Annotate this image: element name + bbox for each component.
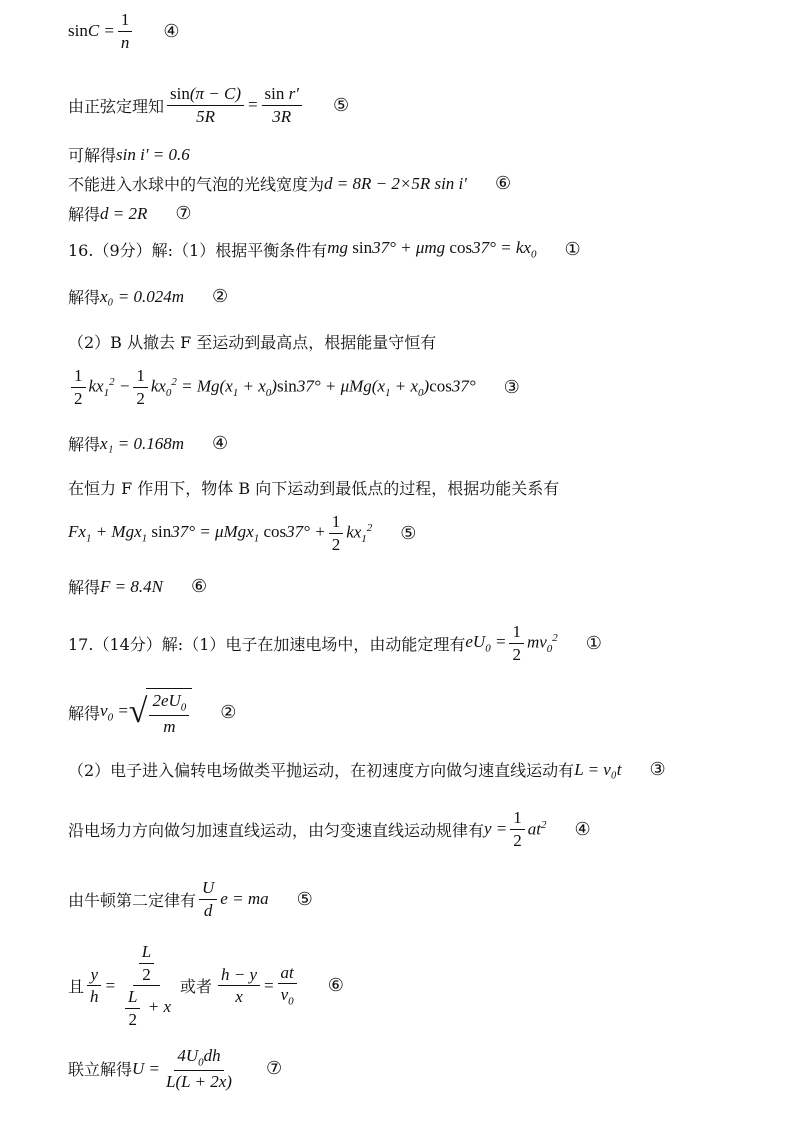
label-solve: 解得 (68, 703, 101, 723)
q16-part3: 在恒力 F 作用下，物体 B 向下运动到最低点的过程，根据功能关系有 (68, 479, 560, 498)
circled-number-1: ① (564, 239, 581, 260)
L-expression: L = v₀t (574, 759, 622, 779)
q17-newton-line: 由牛顿第二定律有 $\frac{U}{d}$ e = ma ⑤ (68, 878, 313, 920)
q17-part2: （2）电子进入偏转电场做类平抛运动，在初速度方向做匀速直线运动有 (68, 761, 575, 780)
circled-number-1: ① (585, 632, 602, 654)
circled-number-5: ⑤ (332, 94, 350, 116)
q16-energy-eq: $\frac{1}{2}$ $kx_1^2$ − $\frac{1}{2}$ $kx_0^2 = Mg(x_1 + x_0)\sin 37^\circ + \mu Mg(x_1 + x_0)\cos 37^\circ$ ③ (68, 366, 520, 408)
q17-energy: 17.（14分）解:（1）电子在加速电场中，由动能定理有 $eU_0$ = $\frac{1}{2}$ $mv_0^2$ ① (68, 622, 602, 664)
q16-heading: 16.（9分）解:（1）根据平衡条件有 (68, 241, 328, 260)
q17-newton: 由牛顿第二定律有 (68, 890, 197, 910)
eq-d-result (68, 202, 192, 225)
q17-and: 且 (68, 977, 85, 997)
q16-balance: 16.（9分）解:（1）根据平衡条件有 mg sin37° + μmg $\cos 37^\circ = kx_0$ ① (68, 238, 581, 261)
label-width: 不能进入水球中的气泡的光线宽度为 (68, 175, 325, 194)
d-result: d = 2R (100, 203, 148, 223)
d-expression: d = 8R − 2×5R sin i′ (324, 173, 467, 193)
label-solve-can: 可解得 (68, 146, 117, 165)
label-solve: 解得 (68, 205, 101, 224)
F-result: F = 8.4N (100, 576, 163, 596)
circled-number-4: ④ (574, 818, 591, 840)
q17-ratio-line: 且 $\frac{y}{h}$ = $\frac{L}{2}$ $\frac{L}{2}$ + x 或者 $\frac{h - y}{x}$ = $\frac{at}{v_0}$ ⑥ (68, 942, 344, 1029)
label-sine-law: 由正弦定理知 (68, 96, 165, 116)
eq-sinC: sinC = $\frac{1}{n}$ ④ (68, 10, 180, 52)
q17-heading: 17.（14分）解:（1）电子在加速电场中，由动能定理有 (68, 634, 466, 654)
label-solve: 解得 (68, 435, 101, 454)
circled-number-7: ⑦ (265, 1058, 283, 1080)
circled-number-4: ④ (163, 20, 180, 42)
circled-number-2: ② (220, 701, 237, 723)
q16-part3-text (68, 476, 559, 499)
x0-result: x₀ = 0.024m (100, 286, 184, 306)
circled-number-3: ③ (649, 759, 666, 780)
q17-joint: 联立解得 (68, 1060, 133, 1080)
label-solve: 解得 (68, 578, 101, 597)
q17-or: 或者 (180, 977, 213, 997)
circled-number-6: ⑥ (494, 173, 512, 194)
circled-number-3: ③ (503, 376, 520, 398)
q17-field: 沿电场力方向做匀加速直线运动，由匀变速直线运动规律有 (68, 820, 485, 840)
q17-part2-line (68, 758, 666, 781)
x1-result: x₁ = 0.168m (100, 433, 184, 453)
circled-number-5: ⑤ (400, 522, 417, 544)
eq-sine-law: 由正弦定理知 $\frac{\sin(\pi - C)}{5R}$ = $\frac{\text{sin r′}}{3R}$ ⑤ (68, 84, 350, 126)
q17-field-line: 沿电场力方向做匀加速直线运动，由匀变速直线运动规律有 y = $\frac{1}{2}$ $at^2$ ④ (68, 808, 591, 850)
sqrt-expression: √ $\frac{2eU_0}{m}$ (129, 688, 193, 737)
circled-number-4: ④ (211, 433, 229, 454)
eq-width (68, 172, 511, 195)
circled-number-7: ⑦ (175, 203, 192, 224)
circled-number-6: ⑥ (190, 576, 208, 597)
circled-number-6: ⑥ (327, 975, 344, 997)
circled-number-2: ② (211, 286, 229, 307)
circled-number-5: ⑤ (296, 888, 313, 910)
q16-work-eq: $Fx_1 + Mgx_1$ sin37° = μMgx$_1$ cos37° + $\frac{1}{2}$ $kx_1^2$ ⑤ (68, 512, 417, 554)
q17-v0: 解得 $v_0$ = √ $\frac{2eU_0}{m}$ ② (68, 688, 236, 737)
label-solve: 解得 (68, 288, 101, 307)
q16-x0 (68, 285, 228, 308)
q16-part2-text (68, 330, 436, 353)
q16-x1 (68, 432, 228, 455)
sin-i-value: sin i′ = 0.6 (116, 144, 190, 164)
q16-part2: （2）B 从撤去 F 至运动到最高点，根据能量守恒有 (68, 333, 437, 352)
q16-F (68, 575, 207, 598)
q17-final-line: 联立解得 U = $\frac{4U_0dh}{L(L + 2x)}$ ⑦ (68, 1046, 283, 1092)
eq-sin-i (68, 143, 190, 166)
